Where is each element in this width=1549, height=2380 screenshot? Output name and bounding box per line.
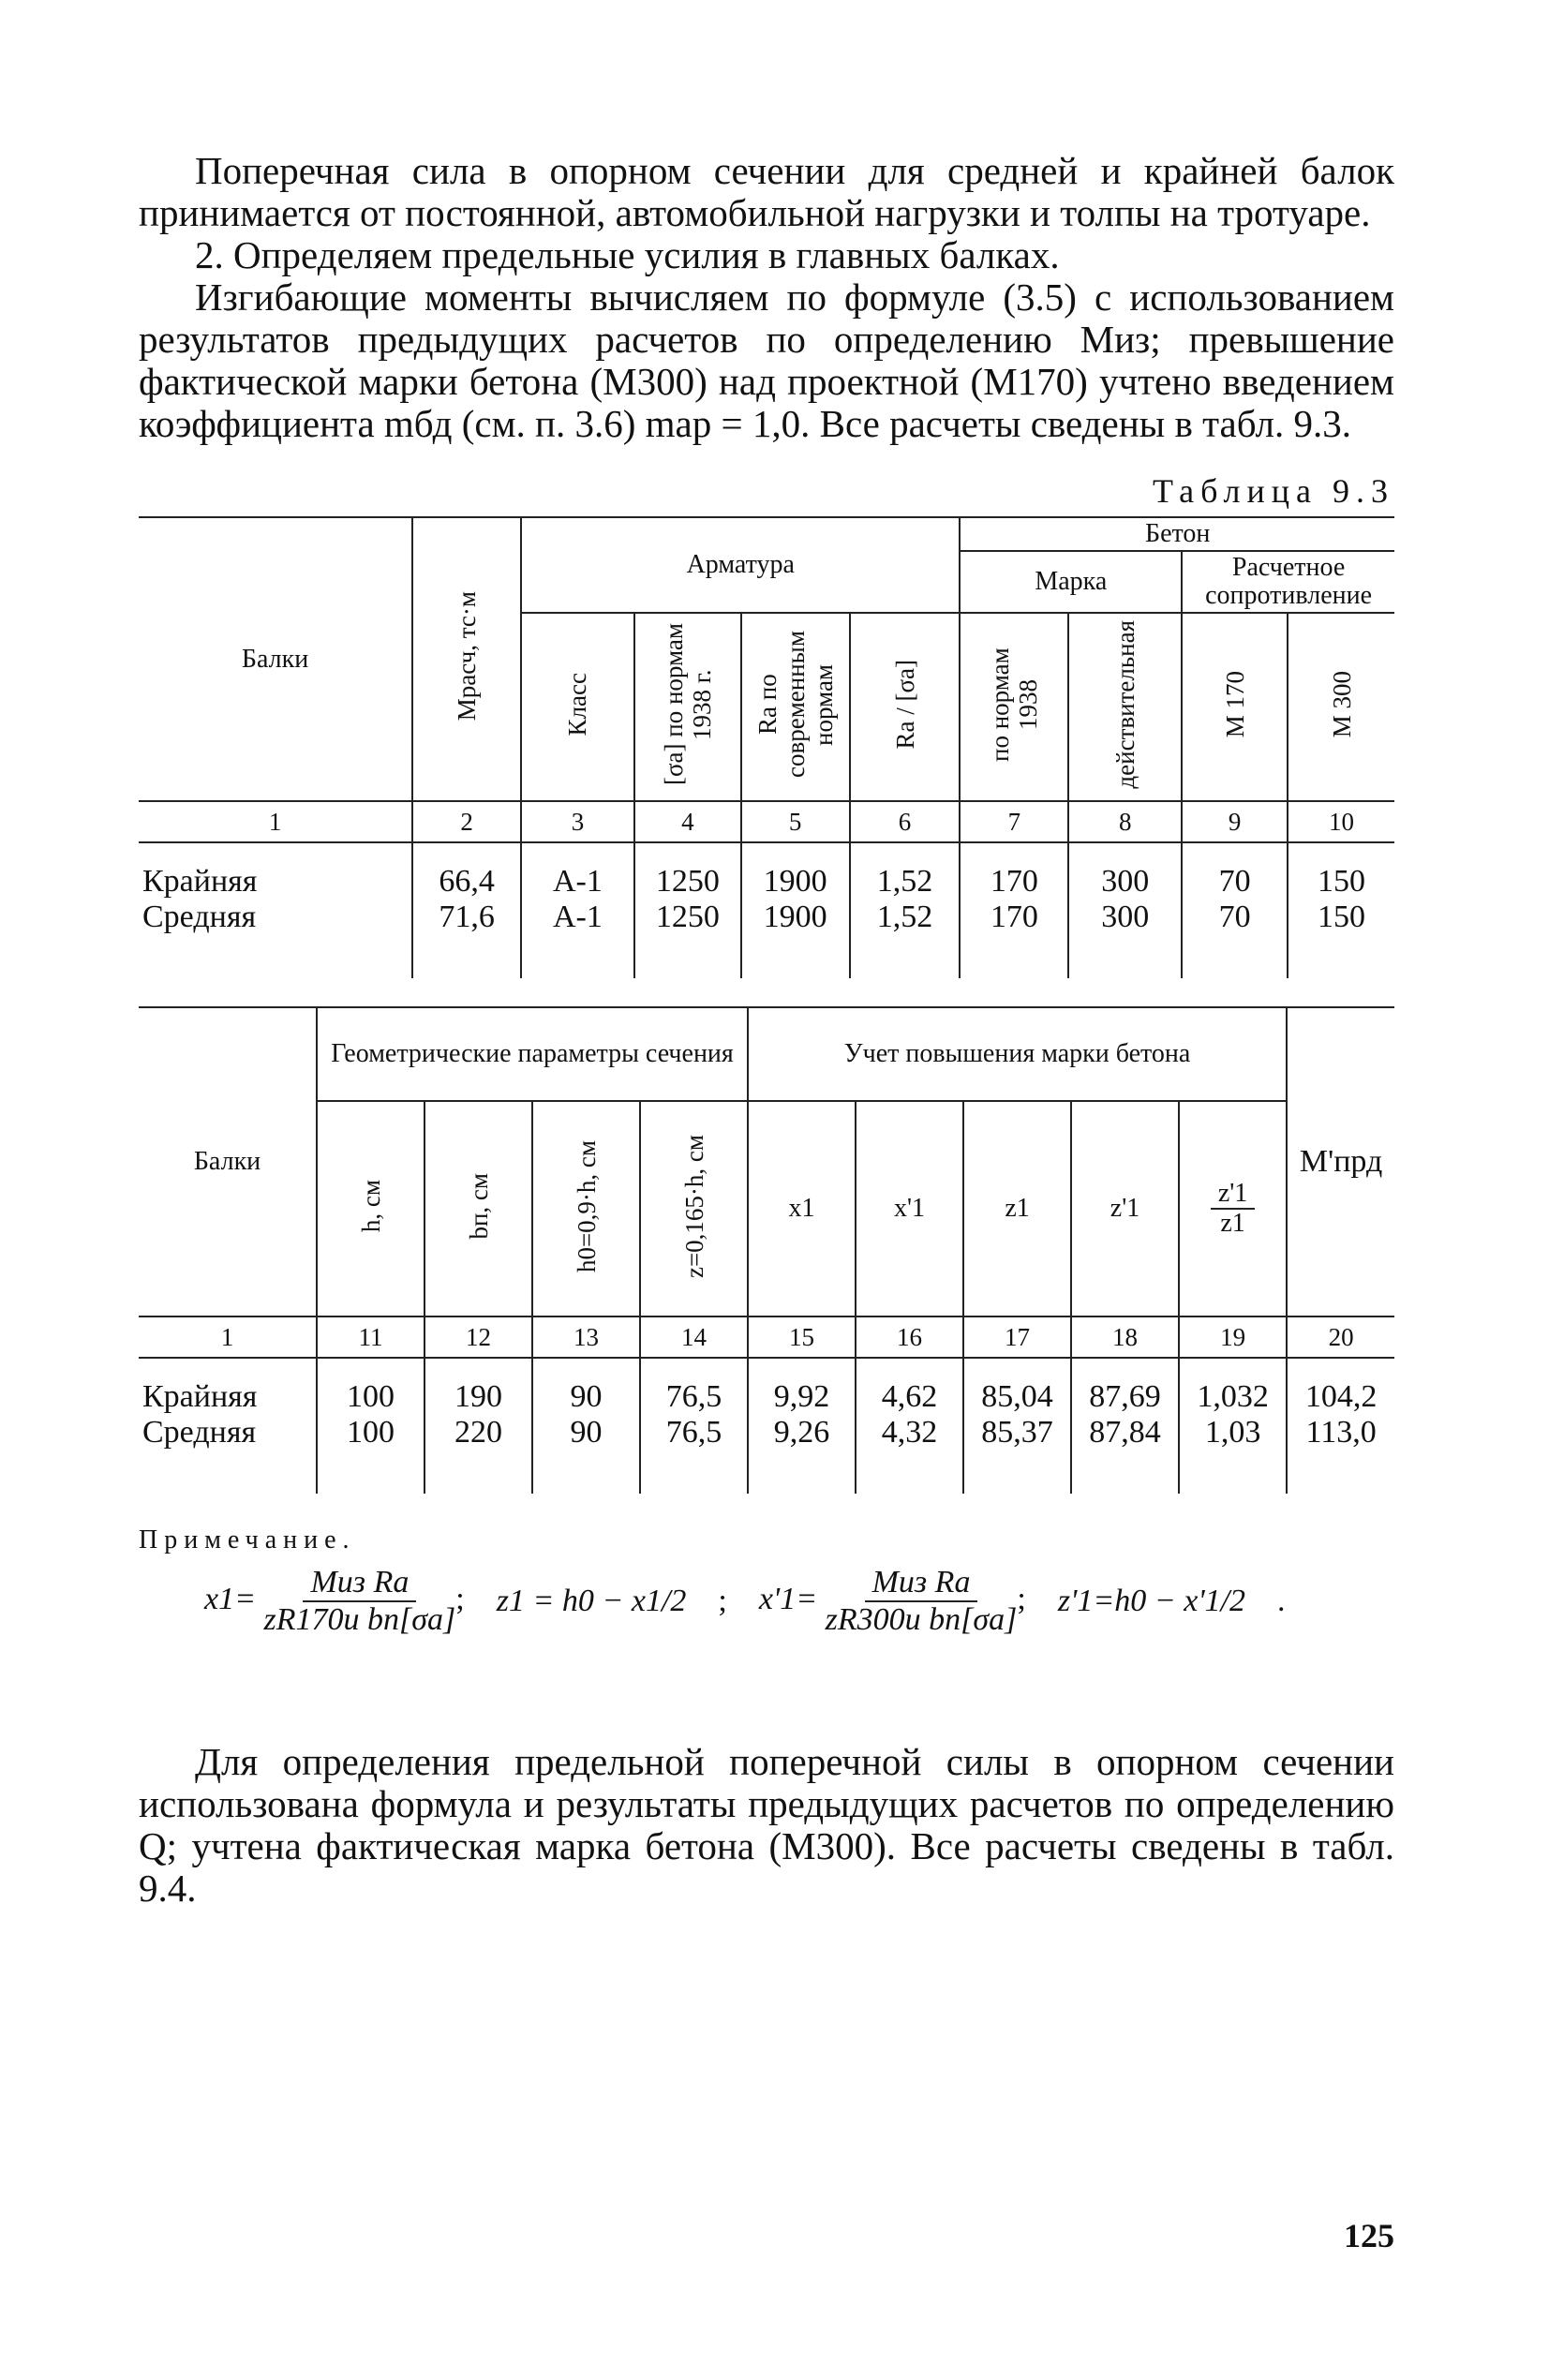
col-m170: M 170 (1220, 671, 1249, 738)
col-geom: Геометрические параметры сечения (317, 1007, 748, 1101)
col-mprd: M'прд (1287, 1007, 1394, 1316)
paragraph-shear-force: Поперечная сила в опорном сечении для средней и крайней балок принимается от постоянной, автомобильной нагрузки и толпы на тротуаре. (139, 149, 1394, 234)
paragraph-shear-limit: Для определения предельной поперечной силы в опорном сечении использована формула и результаты предыдущих расчетов по определению Q; учтена фактическая марка бетона (М300). Все расчеты сведены в табл. 9.4. (139, 1740, 1394, 1910)
col-x1: x1 (748, 1101, 856, 1316)
col-ratio: $\frac{z'1}{z1}$ (1179, 1101, 1287, 1316)
col-z: z=0,165·h, см (679, 1134, 708, 1279)
col-beton: Бетон (960, 517, 1394, 551)
col-z1: z1 (963, 1101, 1071, 1316)
col-x1p: x'1 (856, 1101, 963, 1316)
table-caption: Таблица 9.3 (1153, 472, 1394, 510)
formula-z1-prime: z'1=h0 − x'1/2 (1057, 1584, 1246, 1618)
page-number: 125 (1344, 2217, 1394, 2254)
col-armatura: Арматура (521, 517, 960, 613)
table-9-3 (139, 516, 1394, 978)
note-formulas: x1= $\frac{\text{Mиз Ra}}{\text{zR170и bп[σa]}}$ ; z1 = h0 − x1/2 ; x'1= $\frac{\text{Mиз Ra}}{\text{zR300и bп[σa]}}$ ; z'1=h0 − x'1/2 . (204, 1565, 1286, 1637)
col-ra-sovr: Ra по современным нормам (752, 631, 838, 779)
col-uchet: Учет повышения марки бетона (748, 1007, 1287, 1101)
table-number-row: 1 2 3 4 5 6 7 8 9 10 (139, 801, 1394, 842)
col-m300: M 300 (1327, 671, 1356, 738)
col-rasch-sopr: Расчетное сопротивление (1182, 551, 1394, 613)
col-klass: Класс (563, 673, 592, 736)
col-marka: Марка (960, 551, 1182, 613)
table-row: Крайняя Средняя 100 100 190 220 90 90 76,5 76,5 9,92 9,26 4,62 4,32 85,04 85,37 87,69 87,84 1,032 1,03 104,2 113,0 (139, 1358, 1394, 1494)
col-balki: Балки (139, 517, 412, 801)
col-po-normam: по нормам 1938 (986, 647, 1043, 762)
col-deistv: действительная (1110, 620, 1139, 789)
col-balki-2: Балки (139, 1007, 317, 1316)
page-content (139, 149, 1394, 2254)
table-9-3-continued (139, 1006, 1394, 1494)
table-number-row-2: 1 11 12 13 14 15 16 17 18 19 20 (139, 1316, 1394, 1358)
col-ra-sa: Ra / [σa] (890, 660, 919, 750)
col-sa1938: [σa] по нормам 1938 г. (659, 623, 716, 786)
paragraph-step-2: 2. Определяем предельные усилия в главных балках. (195, 233, 1060, 276)
table-row: Крайняя Средняя 66,4 71,6 А-1 А-1 1250 1250 1900 1900 1,52 1,52 170 170 300 300 70 70 150 150 (139, 842, 1394, 978)
formula-z1: z1 = h0 − x1/2 (496, 1584, 687, 1618)
col-mrasch: Mрасч, тс·м (453, 590, 482, 721)
col-z1p: z'1 (1071, 1101, 1179, 1316)
note-label: Примечание. (139, 1525, 356, 1554)
formula-x1-prime: x'1= $\frac{\text{Mиз Ra}}{\text{zR300и bп[σa]}}$ ; (758, 1565, 1026, 1637)
col-h0: h0=0,9·h, см (572, 1139, 601, 1273)
formula-x1: x1= $\frac{\text{Mиз Ra}}{\text{zR170и bп[σa]}}$ ; (204, 1565, 465, 1637)
paragraph-bending-moments: Изгибающие моменты вычисляем по формуле (3.5) с использованием результатов предыдущих расчетов по определению Миз; превышение фактической марки бетона (М300) над проектной (М170) учтено введением коэффициента mбд (см. п. 3.6) mар = 1,0. Все расчеты сведены в табл. 9.3. (139, 275, 1394, 445)
col-h: h, см (356, 1180, 385, 1233)
col-bp: bп, см (464, 1173, 493, 1240)
